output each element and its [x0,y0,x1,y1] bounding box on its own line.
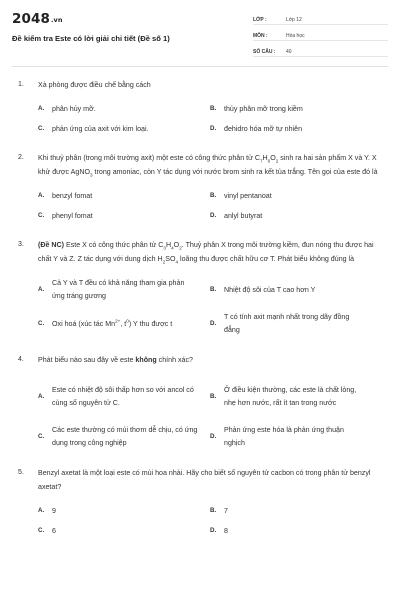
options-5 [38,501,380,541]
option-b[interactable]: B. vinyl pentanoat [210,192,272,200]
question-4 [0,353,400,367]
meta-value: Lớp 12 [286,17,302,23]
options-1 [38,99,380,139]
question-text: Phát biểu nào sau đây về este không chính xác? [38,356,193,364]
meta-key: MÔN : [253,33,268,39]
option-c[interactable]: C. Các este thường có mùi thơm dễ chịu, có ứng dụng trong công nghiệp [38,426,198,447]
options-3 [38,273,380,341]
meta-row-class [253,12,388,25]
option-a[interactable]: A. benzyl fomat [38,192,93,200]
question-2 [0,151,400,179]
header [0,0,400,64]
option-d[interactable]: D. T có tính axit mạnh nhất trong dãy đồng đẳng [210,313,350,334]
meta-row-subject [253,28,388,41]
option-b[interactable]: B. Ở điều kiện thường, các este là chất lỏng, nhẹ hơn nước, rất ít tan trong nước [210,386,357,407]
options-4 [38,374,380,454]
header-divider [12,66,388,67]
option-c[interactable]: C. phenyl fomat [38,212,93,220]
question-number: 5. [18,469,24,476]
option-d[interactable]: D. đehidro hóa mỡ tự nhiên [210,125,303,133]
option-b[interactable]: B. Nhiệt độ sôi của T cao hơn Y [210,286,316,294]
option-d[interactable]: D. Phản ứng este hóa là phản ứng thuận nghịch [210,426,344,447]
option-c[interactable]: C. 6 [38,527,56,535]
option-c[interactable]: C. phản ứng của axit với kim loại. [38,125,149,133]
question-text: Khi thuỷ phân (trong môi trường axit) một este có công thức phân tử $C_7H_6O_2$ sinh ra hai sản phẩm X và Y. X khử được AgNO$_3$ trong amoniac, còn Y tác dụng với nước brom sinh ra kết tủa trắng. Tên gọi của este đó là [38,154,378,178]
question-3 [0,238,400,266]
question-tag: (Đề NC) [38,241,65,249]
meta-key: SỐ CÂU : [253,49,276,55]
question-number: 3. [18,241,24,248]
option-a[interactable]: A. phân hủy mỡ. [38,105,96,113]
question-number: 1. [18,81,24,88]
exam-meta [253,12,388,60]
question-5 [0,466,400,494]
meta-key: LỚP : [253,17,267,23]
option-a[interactable]: A. Este có nhiệt độ sôi thấp hơn so với ancol có cùng số nguyên tử C. [38,386,194,407]
option-b[interactable]: B. 7 [210,507,228,515]
meta-value: 40 [286,49,292,55]
meta-row-count [253,44,388,57]
question-number: 2. [18,154,24,161]
option-a[interactable]: A. Cả Y và T đều có khả năng tham gia phản ứng tráng gương [38,279,185,300]
site-logo[interactable]: 2048.vn [12,11,63,27]
question-number: 4. [18,356,24,363]
meta-value: Hóa học [286,33,305,39]
question-1 [0,78,400,92]
option-b[interactable]: B. thủy phân mỡ trong kiềm [210,105,303,113]
exam-title: Đề kiểm tra Este có lời giải chi tiết (Đề số 1) [12,34,170,43]
question-text: Benzyl axetat là một loại este có mùi hoa nhài. Hãy cho biết số nguyên tử cacbon có trong phân tử benzyl axetat? [38,469,371,491]
option-c[interactable]: C. Oxi hoá (xúc tác $Mn^{2+}$, $t^0$) Y thu được t [38,318,173,328]
option-d[interactable]: D. anlyl butyrat [210,212,263,220]
option-a[interactable]: A. 9 [38,507,56,515]
question-text: Xà phòng được điều chế bằng cách [38,81,151,89]
question-list [0,78,400,553]
question-text: (Đề NC) Este X có công thức phân tử $C_3H_4O_2$. Thuỷ phân X trong môi trường kiềm, đun nóng thu được hai chất Y và Z. Z tác dụng với dung dịch $H_2SO_4$ loãng thu được chất hữu cơ T. Phát biểu không đúng là [38,241,374,265]
options-2 [38,186,380,226]
option-d[interactable]: D. 8 [210,527,228,535]
